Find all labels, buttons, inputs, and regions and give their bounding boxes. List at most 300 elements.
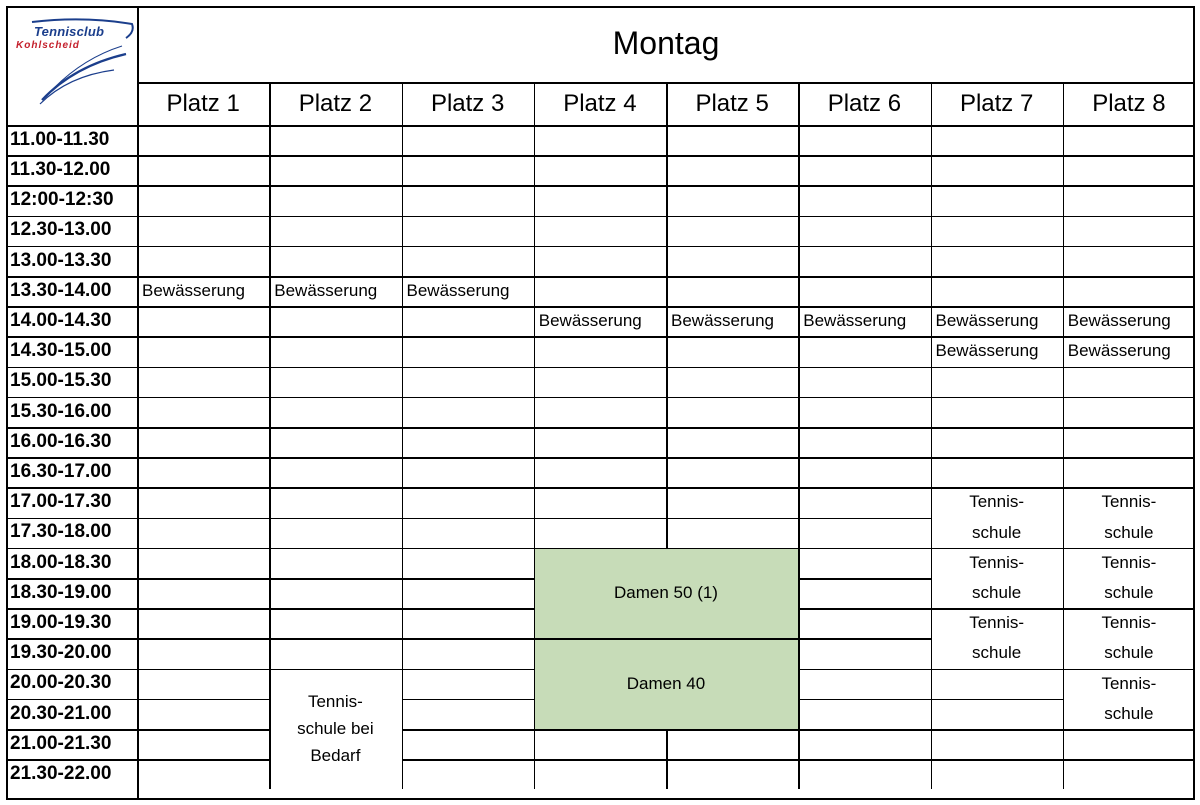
time-slot-label: 15.00-15.30 bbox=[10, 370, 112, 392]
column-divider bbox=[534, 759, 536, 789]
row-divider bbox=[1063, 457, 1195, 459]
column-divider bbox=[798, 82, 800, 125]
column-divider bbox=[931, 367, 933, 397]
row-divider bbox=[6, 185, 137, 187]
column-divider bbox=[931, 669, 933, 699]
booking-entry: Bewässerung bbox=[671, 311, 775, 331]
row-divider bbox=[137, 638, 269, 640]
row-divider bbox=[534, 216, 666, 218]
row-divider bbox=[798, 608, 930, 610]
row-divider bbox=[666, 216, 798, 218]
row-divider bbox=[931, 427, 1063, 429]
booking-entry: Bewässerung bbox=[274, 281, 378, 301]
column-divider bbox=[666, 759, 668, 789]
column-divider bbox=[534, 125, 536, 155]
booking-entry: Bewässerung bbox=[142, 281, 246, 301]
row-divider bbox=[1063, 759, 1195, 761]
booking-entry: Bewässerung bbox=[935, 311, 1039, 331]
column-divider bbox=[534, 487, 536, 517]
row-divider bbox=[402, 729, 534, 731]
column-divider bbox=[666, 216, 668, 246]
column-divider bbox=[666, 276, 668, 306]
logo-subtitle: Kohlscheid bbox=[16, 40, 80, 51]
column-divider bbox=[269, 487, 271, 517]
row-divider bbox=[798, 457, 930, 459]
row-divider bbox=[534, 185, 666, 187]
row-divider bbox=[137, 367, 269, 369]
column-divider bbox=[798, 548, 800, 578]
row-divider bbox=[6, 427, 137, 429]
column-divider bbox=[534, 216, 536, 246]
row-divider bbox=[269, 518, 401, 520]
header-divider bbox=[6, 125, 1195, 127]
column-divider bbox=[534, 397, 536, 427]
booking-entry: Tennis- schule bbox=[969, 613, 1025, 663]
time-slot-label: 12:00-12:30 bbox=[10, 189, 114, 211]
time-slot-label: 16.00-16.30 bbox=[10, 430, 112, 452]
column-divider bbox=[931, 276, 933, 306]
row-divider bbox=[269, 457, 401, 459]
column-divider bbox=[269, 216, 271, 246]
column-divider bbox=[931, 457, 933, 487]
row-divider bbox=[1063, 427, 1195, 429]
row-divider bbox=[798, 367, 930, 369]
booking-entry: Tennis- schule bbox=[1101, 552, 1157, 602]
column-divider bbox=[402, 216, 404, 246]
row-divider bbox=[798, 759, 930, 761]
row-divider bbox=[1063, 155, 1195, 157]
row-divider bbox=[798, 397, 930, 399]
column-divider bbox=[1063, 82, 1065, 125]
row-divider bbox=[798, 185, 930, 187]
row-divider bbox=[402, 427, 534, 429]
column-divider bbox=[666, 518, 668, 548]
column-divider bbox=[402, 729, 404, 759]
column-divider bbox=[1063, 246, 1065, 276]
row-divider bbox=[666, 759, 798, 761]
row-divider bbox=[6, 397, 137, 399]
booking-entry: Bewässerung bbox=[1067, 311, 1171, 331]
row-divider bbox=[534, 457, 666, 459]
row-divider bbox=[137, 548, 269, 550]
column-divider bbox=[269, 306, 271, 336]
column-divider bbox=[1063, 397, 1065, 427]
court-header: Platz 2 bbox=[298, 89, 373, 117]
row-divider bbox=[269, 155, 401, 157]
column-divider bbox=[798, 397, 800, 427]
row-divider bbox=[1063, 729, 1195, 731]
outer-border-bottom bbox=[6, 798, 1195, 800]
column-divider bbox=[798, 246, 800, 276]
column-divider bbox=[269, 336, 271, 366]
column-divider bbox=[1063, 759, 1065, 789]
row-divider bbox=[269, 427, 401, 429]
column-divider bbox=[1063, 427, 1065, 457]
column-divider bbox=[534, 155, 536, 185]
row-divider bbox=[1063, 246, 1195, 248]
column-divider bbox=[798, 276, 800, 306]
row-divider bbox=[931, 669, 1063, 671]
row-divider bbox=[1063, 397, 1195, 399]
row-divider bbox=[798, 669, 930, 671]
day-title: Montag bbox=[612, 25, 720, 62]
column-divider bbox=[666, 82, 668, 125]
column-divider bbox=[1063, 125, 1065, 155]
row-divider bbox=[402, 578, 534, 580]
row-divider bbox=[6, 608, 137, 610]
row-divider bbox=[666, 246, 798, 248]
row-divider bbox=[798, 276, 930, 278]
column-divider bbox=[269, 125, 271, 155]
row-divider bbox=[798, 487, 930, 489]
row-divider bbox=[6, 306, 137, 308]
column-divider bbox=[798, 729, 800, 759]
row-divider bbox=[666, 518, 798, 520]
column-divider bbox=[402, 699, 404, 729]
row-divider bbox=[137, 427, 269, 429]
column-divider bbox=[666, 246, 668, 276]
row-divider bbox=[402, 216, 534, 218]
row-divider bbox=[666, 397, 798, 399]
row-divider bbox=[6, 336, 137, 338]
column-divider bbox=[931, 125, 933, 155]
row-divider bbox=[931, 759, 1063, 761]
row-divider bbox=[931, 246, 1063, 248]
row-divider bbox=[402, 397, 534, 399]
column-divider bbox=[1063, 729, 1065, 759]
row-divider bbox=[931, 367, 1063, 369]
column-divider bbox=[798, 638, 800, 668]
row-divider bbox=[6, 638, 137, 640]
row-divider bbox=[402, 548, 534, 550]
row-divider bbox=[137, 336, 269, 338]
column-divider bbox=[269, 608, 271, 638]
booking-entry: Tennis- schule bei Bedarf bbox=[297, 692, 374, 766]
column-divider bbox=[931, 759, 933, 789]
column-divider bbox=[402, 669, 404, 699]
column-divider bbox=[534, 518, 536, 548]
row-divider bbox=[534, 155, 666, 157]
row-divider bbox=[137, 759, 269, 761]
row-divider bbox=[269, 216, 401, 218]
column-divider bbox=[402, 306, 404, 336]
column-divider bbox=[1063, 367, 1065, 397]
column-divider bbox=[798, 487, 800, 517]
time-slot-label: 17.30-18.00 bbox=[10, 521, 112, 543]
row-divider bbox=[534, 487, 666, 489]
row-divider bbox=[269, 367, 401, 369]
column-divider bbox=[798, 457, 800, 487]
column-divider bbox=[269, 457, 271, 487]
row-divider bbox=[931, 185, 1063, 187]
booking-entry: Bewässerung bbox=[803, 311, 907, 331]
column-divider bbox=[269, 246, 271, 276]
column-divider bbox=[1063, 185, 1065, 215]
column-divider bbox=[534, 185, 536, 215]
row-divider bbox=[402, 699, 534, 701]
column-divider bbox=[798, 699, 800, 729]
row-divider bbox=[6, 699, 137, 701]
row-divider bbox=[137, 397, 269, 399]
row-divider bbox=[798, 729, 930, 731]
column-divider bbox=[402, 185, 404, 215]
row-divider bbox=[402, 487, 534, 489]
column-divider bbox=[534, 276, 536, 306]
time-slot-label: 15.30-16.00 bbox=[10, 400, 112, 422]
row-divider bbox=[666, 155, 798, 157]
row-divider bbox=[6, 246, 137, 248]
row-divider bbox=[269, 185, 401, 187]
row-divider bbox=[666, 367, 798, 369]
row-divider bbox=[931, 729, 1063, 731]
column-divider bbox=[931, 185, 933, 215]
row-divider bbox=[534, 246, 666, 248]
column-divider bbox=[402, 367, 404, 397]
court-header: Platz 6 bbox=[827, 89, 902, 117]
column-divider bbox=[798, 155, 800, 185]
column-divider bbox=[534, 246, 536, 276]
column-divider bbox=[402, 336, 404, 366]
column-divider bbox=[798, 669, 800, 699]
row-divider bbox=[6, 457, 137, 459]
column-divider bbox=[534, 457, 536, 487]
column-divider bbox=[269, 578, 271, 608]
court-header: Platz 7 bbox=[959, 89, 1034, 117]
booking-entry: Bewässerung bbox=[1067, 341, 1171, 361]
column-divider bbox=[666, 397, 668, 427]
column-divider bbox=[798, 336, 800, 366]
row-divider bbox=[137, 306, 269, 308]
row-divider bbox=[666, 487, 798, 489]
booking-entry: Bewässerung bbox=[406, 281, 510, 301]
row-divider bbox=[137, 185, 269, 187]
time-slot-label: 11.30-12.00 bbox=[10, 158, 111, 180]
row-divider bbox=[1063, 185, 1195, 187]
row-divider bbox=[402, 367, 534, 369]
column-divider bbox=[798, 608, 800, 638]
column-divider bbox=[534, 729, 536, 759]
column-divider bbox=[269, 638, 271, 668]
time-slot-label: 19.00-19.30 bbox=[10, 611, 112, 633]
column-divider bbox=[1063, 457, 1065, 487]
row-divider bbox=[269, 487, 401, 489]
row-divider bbox=[6, 518, 137, 520]
booking-entry: Bewässerung bbox=[538, 311, 642, 331]
row-divider bbox=[534, 759, 666, 761]
column-divider bbox=[534, 367, 536, 397]
row-divider bbox=[137, 216, 269, 218]
column-divider bbox=[269, 367, 271, 397]
column-divider bbox=[798, 427, 800, 457]
row-divider bbox=[402, 669, 534, 671]
time-slot-label: 17.00-17.30 bbox=[10, 491, 112, 513]
row-divider bbox=[137, 457, 269, 459]
column-divider bbox=[534, 427, 536, 457]
column-divider bbox=[1063, 276, 1065, 306]
column-divider bbox=[402, 638, 404, 668]
time-slot-label: 18.30-19.00 bbox=[10, 581, 112, 603]
row-divider bbox=[931, 276, 1063, 278]
time-slot-label: 14.30-15.00 bbox=[10, 340, 112, 362]
row-divider bbox=[534, 367, 666, 369]
row-divider bbox=[6, 276, 137, 278]
column-divider bbox=[269, 397, 271, 427]
time-slot-label: 13.30-14.00 bbox=[10, 279, 112, 301]
column-divider bbox=[402, 608, 404, 638]
row-divider bbox=[269, 397, 401, 399]
time-slot-label: 13.00-13.30 bbox=[10, 249, 112, 271]
column-divider bbox=[798, 578, 800, 608]
column-divider bbox=[666, 336, 668, 366]
row-divider bbox=[137, 155, 269, 157]
row-divider bbox=[798, 427, 930, 429]
column-divider bbox=[402, 155, 404, 185]
row-divider bbox=[534, 336, 666, 338]
court-header: Platz 4 bbox=[563, 89, 637, 117]
court-header: Platz 5 bbox=[695, 89, 769, 117]
row-divider bbox=[534, 427, 666, 429]
row-divider bbox=[402, 246, 534, 248]
row-divider bbox=[666, 276, 798, 278]
column-divider bbox=[402, 457, 404, 487]
row-divider bbox=[137, 487, 269, 489]
booking-entry: Bewässerung bbox=[935, 341, 1039, 361]
column-divider bbox=[1063, 155, 1065, 185]
row-divider bbox=[402, 457, 534, 459]
row-divider bbox=[6, 487, 137, 489]
booking-entry: Tennis- schule bbox=[1101, 673, 1157, 723]
row-divider bbox=[931, 155, 1063, 157]
column-divider bbox=[931, 155, 933, 185]
row-divider bbox=[6, 548, 137, 550]
row-divider bbox=[1063, 216, 1195, 218]
column-divider bbox=[269, 548, 271, 578]
row-divider bbox=[269, 336, 401, 338]
column-divider bbox=[931, 397, 933, 427]
row-divider bbox=[137, 246, 269, 248]
column-divider bbox=[798, 518, 800, 548]
time-slot-label: 20.00-20.30 bbox=[10, 672, 112, 694]
row-divider bbox=[798, 216, 930, 218]
booking-entry: Damen 40 bbox=[626, 673, 706, 693]
row-divider bbox=[269, 608, 401, 610]
row-divider bbox=[269, 638, 401, 640]
row-divider bbox=[6, 759, 137, 761]
row-divider bbox=[6, 729, 137, 731]
column-divider bbox=[269, 518, 271, 548]
row-divider bbox=[666, 336, 798, 338]
time-slot-label: 21.00-21.30 bbox=[10, 732, 112, 754]
outer-border-top bbox=[6, 6, 1195, 8]
club-logo bbox=[14, 18, 136, 108]
row-divider bbox=[137, 669, 269, 671]
row-divider bbox=[534, 276, 666, 278]
row-divider bbox=[931, 397, 1063, 399]
court-header: Platz 1 bbox=[166, 89, 240, 117]
column-divider bbox=[269, 185, 271, 215]
row-divider bbox=[798, 638, 930, 640]
column-divider bbox=[666, 185, 668, 215]
column-divider bbox=[931, 427, 933, 457]
time-slot-label: 12.30-13.00 bbox=[10, 219, 112, 241]
column-divider bbox=[402, 246, 404, 276]
time-slot-label: 11.00-11.30 bbox=[10, 128, 110, 150]
row-divider bbox=[534, 397, 666, 399]
column-divider bbox=[402, 397, 404, 427]
court-schedule-table bbox=[6, 6, 1195, 800]
row-divider bbox=[798, 336, 930, 338]
row-divider bbox=[798, 699, 930, 701]
column-divider bbox=[666, 367, 668, 397]
row-divider bbox=[666, 457, 798, 459]
time-slot-label: 21.30-22.00 bbox=[10, 762, 112, 784]
row-divider bbox=[402, 336, 534, 338]
row-divider bbox=[137, 729, 269, 731]
column-divider bbox=[666, 487, 668, 517]
row-divider bbox=[137, 518, 269, 520]
row-divider bbox=[1063, 367, 1195, 369]
time-slot-label: 16.30-17.00 bbox=[10, 460, 112, 482]
row-divider bbox=[931, 699, 1063, 701]
column-divider bbox=[666, 155, 668, 185]
logo-title: Tennisclub bbox=[34, 24, 105, 39]
row-divider bbox=[6, 216, 137, 218]
row-divider bbox=[269, 578, 401, 580]
booking-entry: Damen 50 (1) bbox=[614, 583, 718, 603]
column-divider bbox=[666, 729, 668, 759]
column-divider bbox=[534, 336, 536, 366]
column-divider bbox=[666, 125, 668, 155]
column-divider bbox=[798, 367, 800, 397]
column-divider bbox=[666, 457, 668, 487]
column-divider bbox=[269, 427, 271, 457]
court-header: Platz 8 bbox=[1092, 89, 1166, 117]
column-divider bbox=[402, 548, 404, 578]
column-divider bbox=[931, 699, 933, 729]
row-divider bbox=[798, 246, 930, 248]
row-divider bbox=[137, 578, 269, 580]
column-divider bbox=[402, 487, 404, 517]
column-divider bbox=[931, 82, 933, 125]
time-slot-label: 20.30-21.00 bbox=[10, 702, 112, 724]
row-divider bbox=[666, 427, 798, 429]
booking-entry: Tennis- schule bbox=[969, 552, 1025, 602]
row-divider bbox=[402, 185, 534, 187]
column-divider bbox=[666, 427, 668, 457]
column-divider bbox=[402, 427, 404, 457]
row-divider bbox=[1063, 276, 1195, 278]
row-divider bbox=[798, 155, 930, 157]
row-divider bbox=[402, 306, 534, 308]
court-header: Platz 3 bbox=[430, 89, 505, 117]
booking-entry: Tennis- schule bbox=[969, 492, 1025, 542]
column-divider bbox=[798, 759, 800, 789]
column-divider bbox=[402, 759, 404, 789]
row-divider bbox=[137, 699, 269, 701]
row-divider bbox=[402, 518, 534, 520]
title-divider bbox=[137, 82, 1195, 84]
row-divider bbox=[6, 155, 137, 157]
row-divider bbox=[666, 729, 798, 731]
column-divider bbox=[402, 125, 404, 155]
row-divider bbox=[137, 608, 269, 610]
row-divider bbox=[402, 759, 534, 761]
column-divider bbox=[402, 578, 404, 608]
column-divider bbox=[931, 729, 933, 759]
column-divider bbox=[534, 82, 536, 125]
column-divider bbox=[402, 518, 404, 548]
row-divider bbox=[402, 608, 534, 610]
